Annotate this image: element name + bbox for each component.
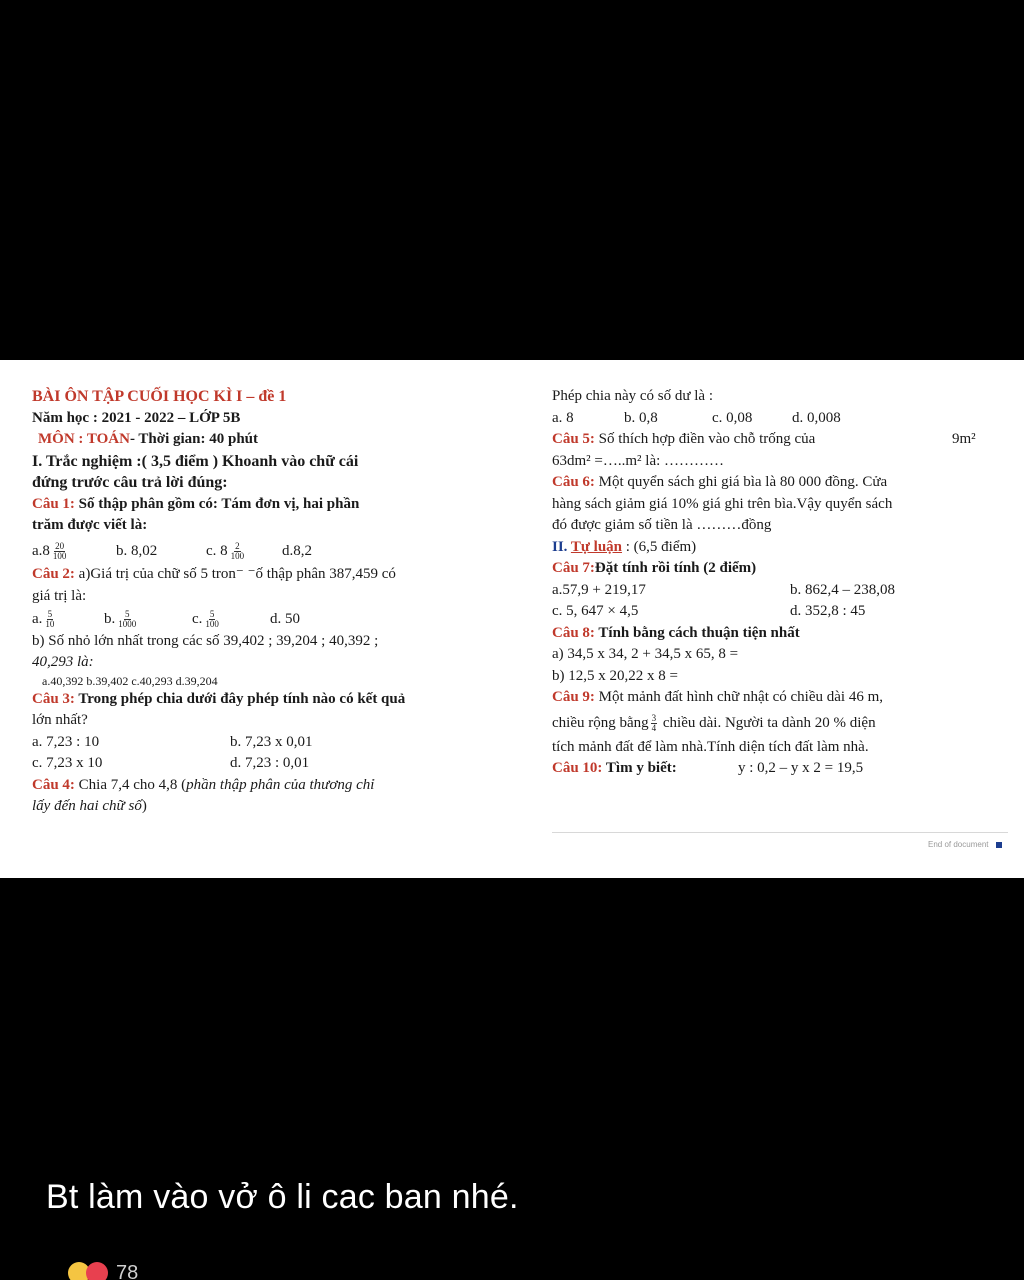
q9-text-2b: chiều dài. Người ta dành 20 % diện	[659, 714, 876, 731]
q9-text-2a: chiều rộng bằng	[552, 714, 649, 731]
q6-text: Một quyển sách ghi giá bìa là 80 000 đồng. Cửa	[594, 474, 888, 490]
q2-c-num: 5	[209, 609, 215, 620]
q2b-text-2: 40,293 là:	[32, 654, 94, 670]
q2-label: Câu 2:	[32, 566, 75, 582]
q1-text: Số thập phân gồm có: Tám đơn vị, hai phần	[74, 495, 360, 512]
q1-c-den: 100	[230, 550, 245, 561]
part2-title: Tự luận	[570, 538, 623, 555]
q1-option-b: b. 8,02	[116, 542, 158, 559]
q3-row-1	[32, 732, 510, 754]
q2-b-den: 1000	[118, 619, 137, 630]
q2-option-c	[192, 609, 270, 631]
q5-label: Câu 5:	[552, 431, 595, 447]
q3-row-2	[32, 753, 510, 775]
q1-line	[32, 494, 510, 516]
document-right-column	[552, 386, 1008, 780]
subject-line	[32, 429, 510, 451]
q1-a-den: 100	[52, 550, 67, 561]
q2-c-den: 100	[205, 619, 219, 630]
q6-text-3: đó được giảm số tiền là ………đồng	[552, 517, 772, 533]
q5-unit: 9m²	[952, 431, 976, 447]
part2-prefix: II.	[552, 538, 571, 555]
reaction-bar[interactable]	[68, 1262, 138, 1280]
q1-options	[32, 541, 510, 563]
q9-text-3: tích mảnh đất để làm nhà.Tính diện tích đất làm nhà.	[552, 738, 869, 755]
q1-option-a	[32, 541, 116, 563]
q1-a-num: 20	[55, 540, 65, 551]
q8-text: Tính bằng cách thuận tiện nhất	[594, 624, 800, 641]
school-year: Năm học : 2021 - 2022 – LỚP 5B	[32, 409, 241, 426]
q10-label: Câu 10:	[552, 760, 603, 776]
q2b-text-content: b) Số nhỏ lớn nhất trong các số 39,402 ; 39,204 ; 40,392 ;	[32, 632, 379, 649]
q4-continuation: Phép chia này có số dư là :	[552, 388, 714, 404]
q1-option-c	[206, 541, 282, 563]
q2-b-fraction	[117, 610, 137, 629]
q8-a: a) 34,5 x 34, 2 + 34,5 x 65, 8 =	[552, 646, 739, 662]
q5-line-2: 63dm² =…..m² là: …………	[552, 452, 725, 469]
q2-a-num: 5	[47, 609, 53, 620]
q4-italic: phần thập phân của thương chỉ	[186, 776, 375, 793]
q2-b-label: b.	[104, 611, 116, 627]
q4-option-c: c. 0,08	[712, 409, 753, 426]
q3-option-c: c. 7,23 x 10	[32, 755, 103, 771]
q7-row-1	[552, 580, 1008, 602]
q3-option-a: a. 7,23 : 10	[32, 733, 100, 750]
q10-line	[552, 758, 1008, 780]
q2b-options: a.40,392 b.39,402 c.40,293 d.39,204	[42, 673, 218, 688]
subject-time: - Thời gian: 40 phút	[129, 431, 259, 447]
document-left-column	[32, 386, 510, 818]
part1-heading: I. Trắc nghiệm :( 3,5 điểm ) Khoanh vào chữ cái	[32, 452, 359, 470]
post-caption: Bt làm vào vở ô li cac ban nhé.	[46, 1178, 519, 1216]
q2-line	[32, 564, 510, 586]
q2-c-label: c.	[192, 611, 203, 627]
q7-row-2	[552, 601, 1008, 623]
q4-italic-2: lấy đến hai chữ số	[32, 798, 142, 814]
q2b-text	[32, 631, 510, 653]
end-marker-icon	[996, 842, 1002, 848]
q1-c-num: 2	[235, 540, 240, 551]
end-of-document-label: End of document	[928, 840, 989, 849]
q7-c: c. 5, 647 × 4,5	[552, 603, 639, 619]
q6-text-2: hàng sách giảm giá 10% giá ghi trên bìa.Vậy quyển sách	[552, 495, 893, 512]
q9-line-2	[552, 709, 1008, 737]
part1-heading-2: đứng trước câu trả lời đúng:	[32, 474, 228, 491]
q7-text: Đặt tính rồi tính (2 điểm)	[594, 560, 757, 576]
q4-close: )	[141, 798, 147, 814]
q1-a-fraction	[52, 542, 68, 561]
q2-options	[32, 609, 510, 631]
q4-line-2	[32, 796, 510, 818]
q9-text: Một mảnh đất hình chữ nhật có chiều dài 46 m,	[594, 689, 883, 705]
q10-text: Tìm y biết:	[602, 760, 677, 776]
q2-text-2: giá trị là:	[32, 587, 87, 604]
reaction-count: 78	[116, 1262, 139, 1280]
q1-label: Câu 1:	[32, 495, 75, 512]
q8-label: Câu 8:	[552, 624, 595, 641]
q1-option-d: d.8,2	[282, 542, 312, 559]
q9-label: Câu 9:	[552, 689, 595, 705]
q10-equation: y : 0,2 – y x 2 = 19,5	[738, 760, 864, 776]
q4-option-d: d. 0,008	[792, 409, 841, 426]
q2-option-d: d. 50	[270, 611, 300, 627]
q5-line	[552, 429, 1008, 451]
q5-text: Số thích hợp điền vào chỗ trống của	[594, 431, 816, 447]
q1-a-prefix: a.8	[32, 542, 50, 559]
q4-text: Chia 7,4 cho 4,8 (	[74, 776, 187, 793]
q9-fraction	[651, 714, 658, 733]
q10-text-wrap	[552, 758, 738, 780]
q6-line	[552, 472, 1008, 494]
end-of-document	[928, 840, 1002, 849]
q8-b: b) 12,5 x 20,22 x 8 =	[552, 667, 678, 684]
q3-text-2: lớn nhất?	[32, 712, 88, 728]
q9-num: 3	[651, 712, 657, 723]
q1-c-prefix: c. 8	[206, 542, 228, 559]
subject-prefix: MÔN : TOÁN	[38, 431, 130, 447]
part2-heading	[552, 537, 1008, 559]
q7-line	[552, 558, 1008, 580]
q2-text: a)Giá trị của chữ số 5 tron⁻ ⁻ố thập phân 387,459 có	[74, 566, 396, 582]
q2-c-fraction	[204, 610, 220, 629]
q6-label: Câu 6:	[552, 474, 595, 490]
q2-option-a	[32, 609, 104, 631]
doc-title: BÀI ÔN TẬP CUỐI HỌC KÌ I – đề 1	[32, 388, 287, 405]
q2-option-b	[104, 609, 192, 631]
q3-label: Câu 3:	[32, 690, 75, 707]
q9-line	[552, 687, 1008, 709]
q8-line	[552, 623, 1008, 645]
heart-reaction-icon	[86, 1262, 108, 1280]
end-divider	[552, 832, 1008, 833]
q1-c-fraction	[230, 542, 246, 561]
q3-option-d: d. 7,23 : 0,01	[230, 755, 310, 771]
q4-option-b: b. 0,8	[624, 409, 658, 426]
q2-a-den: 10	[45, 619, 55, 630]
q4-option-a: a. 8	[552, 409, 574, 426]
q7-label: Câu 7:	[552, 560, 595, 576]
q2-a-fraction	[44, 610, 55, 629]
q3-line	[32, 689, 510, 711]
q2-a-label: a.	[32, 611, 43, 627]
q9-den: 4	[651, 722, 657, 733]
q1-text-2: trăm được viết là:	[32, 517, 148, 533]
q4-label: Câu 4:	[32, 776, 75, 793]
q4-line	[32, 775, 510, 797]
q2-b-num: 5	[125, 609, 130, 620]
q4-options	[552, 408, 1008, 430]
q3-text: Trong phép chia dưới đây phép tính nào có kết quả	[74, 690, 406, 707]
q3-option-b: b. 7,23 x 0,01	[230, 733, 313, 750]
q7-d: d. 352,8 : 45	[790, 603, 866, 619]
q7-b: b. 862,4 – 238,08	[790, 581, 895, 598]
document-image	[0, 360, 1024, 878]
q5-text-wrap	[552, 429, 952, 451]
part2-suffix: : (6,5 điểm)	[622, 538, 697, 555]
q7-a: a.57,9 + 219,17	[552, 581, 646, 598]
